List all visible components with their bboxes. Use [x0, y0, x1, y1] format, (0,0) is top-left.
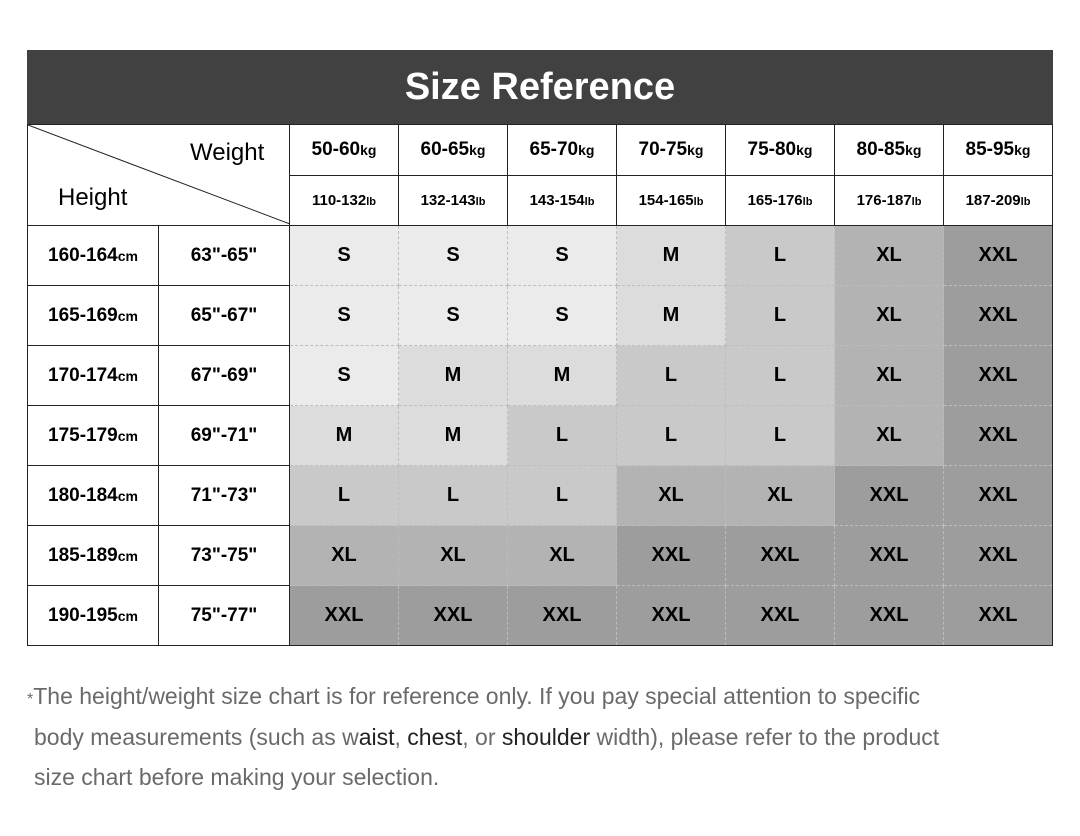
size-cell: XL [617, 466, 726, 526]
size-cell: XL [726, 466, 835, 526]
size-cell: S [508, 286, 617, 346]
size-cell: S [290, 226, 399, 286]
size-cell: L [726, 346, 835, 406]
size-cell: XL [835, 346, 944, 406]
note-line-3: size chart before making your selection. [34, 764, 440, 790]
size-cell: XXL [290, 586, 399, 646]
size-cell: S [399, 286, 508, 346]
height-inch-cell: 73"-75" [159, 526, 290, 586]
table-row [28, 286, 1053, 346]
size-cell: M [399, 406, 508, 466]
size-cell: XL [835, 406, 944, 466]
size-cell: S [399, 226, 508, 286]
note-line-1: The height/weight size chart is for reference only. If you pay special attention to specific [33, 683, 921, 709]
weight-lb-header: 176-187lb [835, 176, 944, 226]
height-cm-cell: 165-169cm [28, 286, 159, 346]
table-row [28, 526, 1053, 586]
weight-kg-header: 70-75kg [617, 125, 726, 176]
size-cell: XL [399, 526, 508, 586]
weight-kg-header: 65-70kg [508, 125, 617, 176]
height-inch-cell: 65"-67" [159, 286, 290, 346]
weight-label: Weight [190, 139, 265, 166]
size-cell: S [508, 226, 617, 286]
size-cell: XL [508, 526, 617, 586]
chart-title: Size Reference [27, 50, 1053, 124]
size-cell: XXL [617, 586, 726, 646]
table-row [28, 466, 1053, 526]
size-cell: XL [835, 286, 944, 346]
size-cell: XXL [944, 286, 1053, 346]
height-label: Height [58, 184, 128, 211]
size-cell: XXL [944, 346, 1053, 406]
height-inch-cell: 75"-77" [159, 586, 290, 646]
size-cell: XXL [944, 226, 1053, 286]
weight-lb-header: 187-209lb [944, 176, 1053, 226]
note-line-2: body measurements (such as waist, chest, or shoulder width), please refer to the product [34, 723, 940, 750]
size-cell: XXL [944, 406, 1053, 466]
size-cell: XXL [944, 466, 1053, 526]
size-cell: S [290, 286, 399, 346]
size-cell: XXL [944, 586, 1053, 646]
size-cell: M [617, 286, 726, 346]
weight-kg-header: 80-85kg [835, 125, 944, 176]
height-cm-cell: 160-164cm [28, 226, 159, 286]
table-row [28, 406, 1053, 466]
height-inch-cell: 63"-65" [159, 226, 290, 286]
size-cell: XXL [835, 526, 944, 586]
size-cell: L [508, 406, 617, 466]
size-cell: L [508, 466, 617, 526]
weight-kg-header: 75-80kg [726, 125, 835, 176]
size-table [27, 124, 1053, 646]
size-cell: M [290, 406, 399, 466]
header-row-kg [28, 125, 1053, 176]
size-cell: L [726, 226, 835, 286]
height-inch-cell: 67"-69" [159, 346, 290, 406]
weight-lb-header: 132-143lb [399, 176, 508, 226]
size-cell: L [617, 406, 726, 466]
size-cell: XXL [944, 526, 1053, 586]
size-cell: XXL [726, 526, 835, 586]
size-cell: XXL [617, 526, 726, 586]
weight-kg-header: 60-65kg [399, 125, 508, 176]
table-row [28, 226, 1053, 286]
weight-lb-header: 110-132lb [290, 176, 399, 226]
table-row [28, 346, 1053, 406]
height-cm-cell: 170-174cm [28, 346, 159, 406]
note-asterisk: * [27, 691, 34, 708]
table-row [28, 586, 1053, 646]
weight-lb-header: 154-165lb [617, 176, 726, 226]
size-cell: L [726, 286, 835, 346]
size-cell: M [399, 346, 508, 406]
size-cell: XXL [508, 586, 617, 646]
height-cm-cell: 180-184cm [28, 466, 159, 526]
height-cm-cell: 175-179cm [28, 406, 159, 466]
weight-kg-header: 85-95kg [944, 125, 1053, 176]
height-inch-cell: 69"-71" [159, 406, 290, 466]
weight-kg-header: 50-60kg [290, 125, 399, 176]
size-cell: XL [835, 226, 944, 286]
size-cell: XXL [835, 586, 944, 646]
size-cell: L [399, 466, 508, 526]
size-cell: XXL [726, 586, 835, 646]
height-cm-cell: 185-189cm [28, 526, 159, 586]
weight-lb-header: 143-154lb [508, 176, 617, 226]
size-cell: L [617, 346, 726, 406]
size-cell: M [617, 226, 726, 286]
height-cm-cell: 190-195cm [28, 586, 159, 646]
size-cell: XXL [835, 466, 944, 526]
size-cell: XXL [399, 586, 508, 646]
size-cell: S [290, 346, 399, 406]
corner-cell [28, 125, 290, 226]
size-cell: XL [290, 526, 399, 586]
size-cell: M [508, 346, 617, 406]
size-cell: L [726, 406, 835, 466]
size-cell: L [290, 466, 399, 526]
size-chart [27, 50, 1053, 646]
height-inch-cell: 71"-73" [159, 466, 290, 526]
weight-lb-header: 165-176lb [726, 176, 835, 226]
disclaimer-note [27, 676, 1057, 798]
